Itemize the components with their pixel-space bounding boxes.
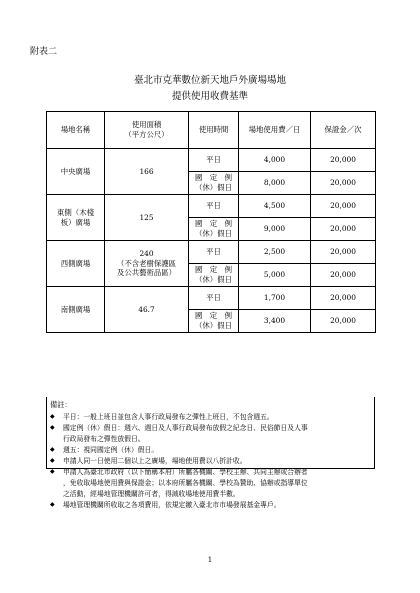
usage-time	[189, 241, 239, 264]
diamond-bullet-icon: ◆	[50, 446, 55, 453]
venue-area	[105, 195, 189, 241]
venue-name-line2: 板）廣場	[60, 217, 91, 227]
page-number: 1	[207, 556, 213, 564]
deposit: 20,000	[311, 218, 376, 241]
venue-name-line1: 中央廣場	[60, 166, 91, 176]
diamond-bullet-icon: ◆	[50, 457, 55, 464]
header-area-line1: 使用面積	[131, 120, 162, 130]
note-text-line: 申請人為臺北市政府（以下簡稱本府）所屬各機關、學校主辦、共同主辦或合辦者	[63, 468, 308, 476]
deposit: 20,000	[311, 310, 376, 333]
venue-name-line1: 西側廣場	[60, 258, 91, 268]
venue-name	[47, 195, 105, 241]
deposit: 20,000	[311, 241, 376, 264]
usage-fee: 8,000	[239, 172, 311, 195]
table-row	[47, 287, 376, 310]
usage-fee: 5,000	[239, 264, 311, 287]
usage-time-line1: 平日	[206, 201, 221, 210]
venue-name-line1: 南側廣場	[60, 304, 91, 314]
note-item	[47, 500, 374, 511]
usage-time	[189, 310, 239, 333]
usage-time	[189, 195, 239, 218]
header-venue: 場地名稱	[47, 112, 105, 149]
venue-name	[47, 149, 105, 195]
usage-time	[189, 287, 239, 310]
usage-time	[189, 264, 239, 287]
usage-time-line1: 平日	[206, 293, 221, 302]
document-subtitle: 提供使用收費基準	[171, 91, 248, 102]
deposit: 20,000	[311, 149, 376, 172]
usage-time-line2: （休）假日	[195, 275, 232, 284]
note-text-line: 申請人同一日使用二個以上之廣場，場地使用費以八折計收。	[63, 457, 247, 465]
header-deposit: 保證金／次	[311, 112, 376, 149]
header-fee: 場地使用費／日	[239, 112, 311, 149]
note-text-line: 場地管理機關所收取之各項費用，依規定繳入臺北市市場發展基金專戶。	[63, 501, 281, 509]
table-row	[47, 195, 376, 218]
table-header-row	[47, 112, 376, 149]
note-text-line: 之活動，經場地管理機關許可者，得減收場地使用費半數。	[63, 490, 240, 498]
note-text-line: 國定例（休）假日：週六、週日及人事行政局發布放假之紀念日、民俗節日及人事	[63, 424, 308, 432]
diamond-bullet-icon: ◆	[50, 424, 55, 431]
venue-area-line1: 125	[139, 212, 154, 222]
diamond-bullet-icon: ◆	[50, 468, 55, 475]
usage-fee: 1,700	[239, 287, 311, 310]
note-item	[47, 445, 374, 456]
usage-fee: 4,000	[239, 149, 311, 172]
deposit: 20,000	[311, 172, 376, 195]
note-item	[47, 423, 374, 445]
usage-time-line1: 國 定 例	[195, 173, 232, 183]
usage-time-line1: 平日	[206, 155, 221, 164]
venue-name	[47, 287, 105, 333]
venue-area	[105, 241, 189, 287]
usage-time-line2: （休）假日	[195, 321, 232, 330]
usage-time-line1: 國 定 例	[195, 219, 232, 229]
deposit: 20,000	[311, 195, 376, 218]
note-text-line: 週五：視同國定例（休）假日。	[63, 446, 159, 454]
header-area-line2: （平方公尺）	[124, 130, 169, 139]
note-item	[47, 412, 374, 423]
venue-area-line1: 166	[139, 166, 154, 176]
usage-fee: 4,500	[239, 195, 311, 218]
usage-time	[189, 218, 239, 241]
usage-time	[189, 149, 239, 172]
venue-area	[105, 287, 189, 333]
note-item	[47, 456, 374, 467]
table-row	[47, 241, 376, 264]
venue-area	[105, 149, 189, 195]
note-text-line: 行政局發布之彈性放假日。	[63, 435, 145, 443]
venue-name	[47, 241, 105, 287]
attachment-label: 附表二	[30, 47, 58, 57]
deposit: 20,000	[311, 264, 376, 287]
note-item	[47, 467, 374, 500]
header-area	[105, 112, 189, 149]
header-time: 使用時間	[189, 112, 239, 149]
usage-fee: 9,000	[239, 218, 311, 241]
usage-time-line1: 平日	[206, 247, 221, 256]
usage-time-line1: 國 定 例	[195, 265, 232, 275]
usage-time-line1: 國 定 例	[195, 311, 232, 321]
document-title: 臺北市克華數位新天地戶外廣場場地	[133, 75, 286, 86]
note-text-line: ，免收取場地使用費與保證金；以本府所屬各機關、學校為贊助、協辦或指導單位	[63, 479, 308, 487]
notes-box	[46, 397, 375, 509]
venue-area-line3: 及公共藝術品區）	[116, 268, 177, 278]
usage-fee: 3,400	[239, 310, 311, 333]
diamond-bullet-icon: ◆	[50, 501, 55, 508]
usage-time-line2: （休）假日	[195, 183, 232, 192]
usage-time	[189, 172, 239, 195]
usage-time-line2: （休）假日	[195, 229, 232, 238]
venue-area-line1: 240	[139, 248, 154, 258]
venue-name-line1: 東側（木棧	[57, 207, 94, 217]
venue-area-line2: （不含老樹保護區	[116, 258, 177, 268]
table-row	[47, 149, 376, 172]
deposit: 20,000	[311, 287, 376, 310]
note-text-line: 平日：一般上班日並包含人事行政局發布之彈性上班日，不包含週五。	[63, 413, 274, 421]
venue-area-line1: 46.7	[138, 304, 155, 314]
usage-fee: 2,500	[239, 241, 311, 264]
diamond-bullet-icon: ◆	[50, 413, 55, 420]
notes-title: 備註：	[50, 400, 72, 409]
fee-table	[46, 111, 376, 333]
notes-list	[47, 412, 374, 511]
